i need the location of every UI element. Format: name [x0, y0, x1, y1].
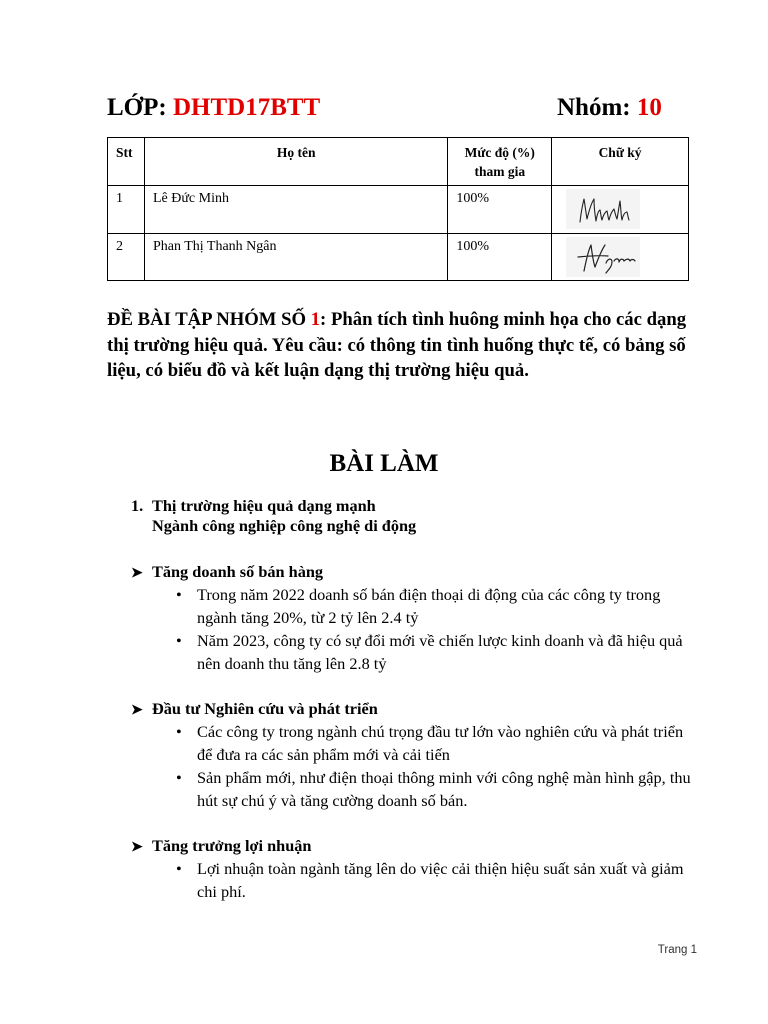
signature-image-minh [566, 189, 640, 229]
topic-heading [131, 562, 323, 582]
group-label [557, 94, 662, 122]
cell-signature [552, 186, 689, 234]
section-subtitle: Ngành công nghiệp công nghệ di động [152, 516, 417, 535]
members-table [107, 137, 689, 281]
bullet-list [176, 858, 701, 904]
group-number: 10 [636, 94, 662, 121]
page-number: Trang 1 [657, 944, 697, 956]
bullet-list [176, 584, 701, 676]
cell-participation: 100% [448, 186, 552, 234]
table-header-row [108, 138, 689, 186]
bullet-list [176, 721, 701, 813]
group-prefix: Nhóm: [557, 94, 637, 121]
list-item: • Trong năm 2022 doanh số bán điện thoại di động của các công ty trong ngành tăng 20%, từ 2 tỷ lên 2.4 tỷ [176, 584, 701, 629]
assignment-statement [107, 307, 697, 384]
header-stt: Stt [108, 138, 145, 186]
list-item: • Các công ty trong ngành chú trọng đầu tư lớn vào nghiên cứu và phát triển để đưa ra các sản phẩm mới và cải tiến [176, 721, 701, 766]
header-name: Họ tên [144, 138, 447, 186]
class-code: DHTD17BTT [172, 94, 321, 121]
list-item: • Sản phẩm mới, như điện thoại thông minh với công nghệ màn hình gập, thu hút sự chú ý và tăng cường doanh số bán. [176, 767, 701, 812]
header-participation: Mức độ (%) tham gia [448, 138, 552, 186]
assignment-prefix: ĐỀ BÀI TẬP NHÓM SỐ [107, 309, 311, 330]
table-row [108, 186, 689, 234]
topic-title: Tăng doanh số bán hàng [152, 562, 324, 581]
topic-title: Đầu tư Nghiên cứu và phát triển [152, 699, 378, 718]
assignment-text: : Phân tích tình huông minh họa cho các dạng thị trường hiệu quả. Yêu cầu: có thông tin tình huống thực tế, có bảng số liệu, có biểu đồ và kết luận dạng thị trường hiệu quả. [107, 309, 687, 381]
cell-stt: 1 [108, 186, 145, 234]
topic-heading [131, 836, 311, 856]
list-item: • Lợi nhuận toàn ngành tăng lên do việc cải thiện hiệu suất sản xuất và giảm chi phí. [176, 858, 701, 903]
cell-name: Phan Thị Thanh Ngân [144, 234, 447, 281]
table-row [108, 234, 689, 281]
topic-title: Tăng trưởng lợi nhuận [152, 836, 312, 855]
section-number: 1. [131, 496, 144, 515]
class-label [107, 94, 320, 122]
header-signature: Chữ ký [552, 138, 689, 186]
signature-image-ngan [566, 237, 640, 277]
cell-participation: 100% [448, 234, 552, 281]
arrow-bullet-icon: ➤ [131, 840, 143, 855]
cell-signature [552, 234, 689, 281]
arrow-bullet-icon: ➤ [131, 566, 143, 581]
cell-name: Lê Đức Minh [144, 186, 447, 234]
cell-stt: 2 [108, 234, 145, 281]
list-item: • Năm 2023, công ty có sự đổi mới về chiến lược kinh doanh và đã hiệu quả nên doanh thu tăng lên 2.8 tỷ [176, 630, 701, 675]
main-title: BÀI LÀM [329, 450, 439, 477]
section-title-text: Thị trường hiệu quả dạng mạnh [152, 496, 376, 515]
header-line [107, 94, 667, 128]
section-title [131, 494, 376, 517]
topic-heading [131, 699, 378, 719]
assignment-number: 1 [310, 309, 321, 330]
class-prefix: LỚP: [107, 94, 173, 121]
arrow-bullet-icon: ➤ [131, 703, 143, 718]
